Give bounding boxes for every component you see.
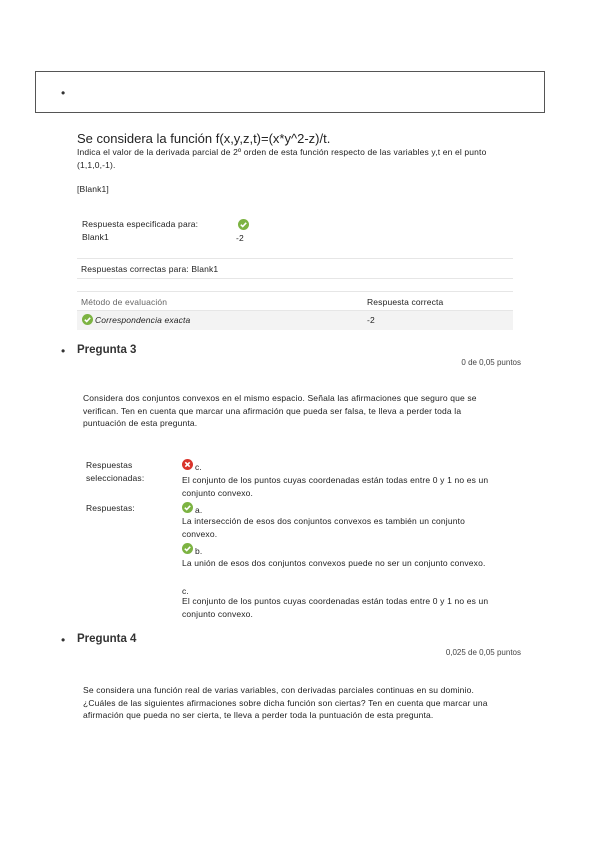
correct-answers-header-row xyxy=(77,258,513,279)
answer-c-letter: c. xyxy=(182,586,189,596)
question-3-score: 0 de 0,05 puntos xyxy=(461,358,521,367)
evaluation-table-row xyxy=(77,311,513,330)
question-title: Se considera la función f(x,y,z,t)=(x*y^2-z)/t. xyxy=(77,131,331,146)
question-4-bullet: • xyxy=(61,633,66,647)
blank-placeholder: [Blank1] xyxy=(77,184,109,194)
answers-label: Respuestas: xyxy=(86,503,135,513)
correct-check-icon xyxy=(238,219,249,230)
method-column-header: Método de evaluación xyxy=(81,297,168,307)
answer-b-text: La unión de esos dos conjuntos convexos puede no ser un conjunto convexo. xyxy=(182,558,486,568)
method-value: Correspondencia exacta xyxy=(95,315,191,325)
answer-a-letter: a. xyxy=(195,505,203,515)
answer-a-check-icon xyxy=(182,502,193,513)
question-4-score: 0,025 de 0,05 puntos xyxy=(445,648,521,657)
answer-value: -2 xyxy=(236,233,244,243)
selected-answer-text: El conjunto de los puntos cuyas coordenadas están todas entre 0 y 1 no es un conjunto convexo. xyxy=(182,475,489,498)
answer-b-check-icon xyxy=(182,543,193,554)
correct-answers-header: Respuestas correctas para: Blank1 xyxy=(81,264,219,274)
answer-a-text: La intersección de esos dos conjuntos convexos es también un conjunto convexo. xyxy=(182,516,465,539)
answer-specified-label: Respuesta especificada para: Blank1 xyxy=(82,219,199,242)
incorrect-cross-icon xyxy=(182,459,193,470)
question-4-statement: Se considera una función real de varias variables, con derivadas parciales continuas en su dominio. ¿Cuáles de las siguientes afirmaciones sobre dicha función son ciertas? Ten en cuenta que marcar una afirmación que pueda no ser cierta, te lleva a perder toda la puntuación de esta pregunta. xyxy=(83,685,488,720)
list-bullet: • xyxy=(61,86,66,100)
question-3-statement: Considera dos conjuntos convexos en el mismo espacio. Señala las afirmaciones que seguro que se verifican. Ten en cuenta que marcar una afirmación que pueda ser falsa, te lleva a perder toda la puntuación de esta pregunta. xyxy=(83,393,477,428)
answer-c-text: El conjunto de los puntos cuyas coordenadas están todas entre 0 y 1 no es un conjunto convexo. xyxy=(182,596,489,619)
evaluation-table-header xyxy=(77,291,513,311)
correct-value: -2 xyxy=(367,315,375,325)
previous-question-box xyxy=(35,71,545,113)
correct-column-header: Respuesta correcta xyxy=(367,297,444,307)
question-3-title: Pregunta 3 xyxy=(77,344,137,356)
question-3-bullet: • xyxy=(61,344,66,358)
question-statement: Indica el valor de la derivada parcial de 2º orden de esta función respecto de las variables y,t en el punto (1,1,0,-1). xyxy=(77,147,487,170)
question-4-title: Pregunta 4 xyxy=(77,633,137,645)
exact-match-check-icon xyxy=(82,314,93,325)
selected-answers-label: Respuestas seleccionadas: xyxy=(86,460,145,483)
selected-answer-letter: c. xyxy=(195,462,202,472)
answer-b-letter: b. xyxy=(195,546,203,556)
